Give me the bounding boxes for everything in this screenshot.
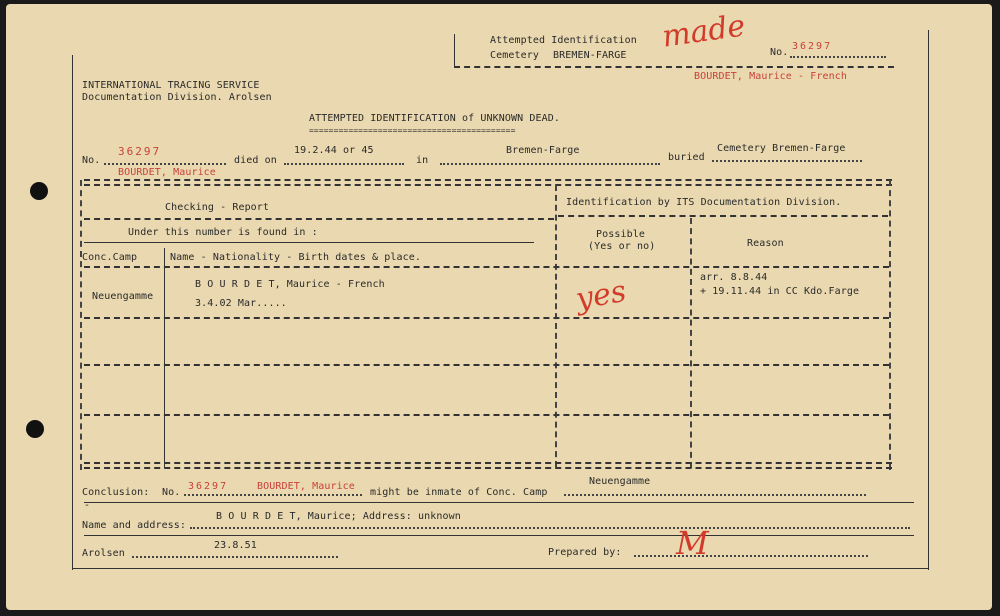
name-header: Name - Nationality - Birth dates & place. (170, 252, 421, 263)
table-col-header-sep (84, 266, 889, 268)
separator-dash: - (84, 500, 91, 511)
info-buried-dots (712, 160, 862, 162)
header-box-line1: Attempted Identification (490, 35, 637, 46)
table-header-sep (84, 218, 554, 220)
table-bottom-border-1 (84, 462, 892, 464)
table-under-number-sep (84, 242, 534, 243)
footer-date-dots (132, 556, 338, 558)
table-top-border-2 (84, 184, 892, 186)
conclusion-no-label: No. (162, 487, 181, 498)
header-person-line: BOURDET, Maurice - French (694, 71, 848, 82)
separator-line-2 (84, 535, 914, 536)
table-bottom-border-2 (84, 467, 892, 469)
identification-header: Identification by ITS Documentation Division. (566, 197, 842, 208)
signature: M (676, 524, 709, 562)
conc-camp-header: Conc.Camp (82, 252, 138, 263)
prepared-label: Prepared by: (548, 547, 622, 558)
header-box-no-value: 36297 (792, 41, 833, 52)
footer-place: Arolsen (82, 548, 125, 559)
possible-header-1: Possible (596, 229, 645, 240)
header-box-no-dots (790, 56, 886, 58)
table-top-border-1 (84, 179, 892, 181)
possible-header-2: (Yes or no) (588, 241, 656, 252)
frame-left (72, 55, 73, 570)
conclusion-camp-dots (564, 494, 866, 496)
row1-name-line2: 3.4.02 Mar..... (195, 298, 287, 309)
handwritten-made: made (659, 8, 748, 55)
punch-hole-bottom (26, 420, 44, 438)
conclusion-no-value: 36297 (188, 481, 229, 492)
separator-line (84, 502, 914, 503)
info-buried-value: Cemetery Bremen-Farge (717, 143, 846, 154)
table-row2-sep (84, 364, 889, 366)
table-divider-name (164, 248, 165, 468)
checking-report-header: Checking - Report (165, 202, 270, 213)
name-address-dots (190, 527, 910, 529)
table-divider-reason (690, 218, 692, 468)
info-no-value: 36297 (118, 145, 162, 158)
info-place-value: Bremen-Farge (506, 145, 580, 156)
info-died-value: 19.2.44 or 45 (294, 145, 374, 156)
info-no-dots (104, 163, 226, 165)
prepared-dots (634, 555, 868, 557)
name-address-value: B O U R D E T, Maurice; Address: unknown (216, 511, 461, 522)
frame-right (928, 30, 929, 570)
table-left-border (80, 180, 82, 470)
info-name-below: BOURDET, Maurice (118, 167, 216, 178)
table-right-border (889, 180, 891, 470)
name-address-label: Name and address: (82, 520, 187, 531)
table-row3-sep (84, 414, 889, 416)
row1-possible-handwritten: yes (573, 273, 629, 318)
header-box-no-label: No. (770, 47, 789, 58)
table-header-sep-right (558, 215, 888, 217)
info-place-dots (440, 163, 660, 165)
footer-date: 23.8.51 (214, 540, 257, 551)
info-in-label: in (416, 155, 429, 166)
agency-line2: Documentation Division. Arolsen (82, 92, 272, 103)
info-no-label: No. (82, 155, 101, 166)
header-box-cemetery-label: Cemetery (490, 50, 539, 61)
info-died-label: died on (234, 155, 277, 166)
title-underline: ========================================== (309, 126, 516, 135)
row1-name-line1: B O U R D E T, Maurice - French (195, 279, 385, 290)
document-title: ATTEMPTED IDENTIFICATION of UNKNOWN DEAD. (309, 113, 560, 124)
conclusion-label: Conclusion: (82, 487, 150, 498)
row1-camp: Neuengamme (92, 291, 154, 302)
header-box-left (454, 34, 455, 68)
header-box-cemetery-value: BREMEN-FARGE (553, 50, 627, 61)
punch-hole-top (30, 182, 48, 200)
reason-header: Reason (747, 238, 784, 249)
conclusion-middle-text: might be inmate of Conc. Camp (370, 487, 548, 498)
table-divider-main (555, 185, 557, 467)
conclusion-no-dots (184, 494, 362, 496)
header-box-bottom (454, 66, 894, 68)
table-row1-sep (84, 317, 889, 319)
frame-bottom (72, 568, 929, 569)
conclusion-camp-value: Neuengamme (589, 476, 651, 487)
info-died-dots (284, 163, 404, 165)
info-buried-label: buried (668, 152, 705, 163)
row1-reason-line2: + 19.11.44 in CC Kdo.Farge (700, 286, 860, 297)
row1-reason-line1: arr. 8.8.44 (700, 272, 768, 283)
conclusion-name-value: BOURDET, Maurice (257, 481, 355, 492)
under-number-label: Under this number is found in : (128, 227, 318, 238)
agency-line1: INTERNATIONAL TRACING SERVICE (82, 80, 260, 91)
